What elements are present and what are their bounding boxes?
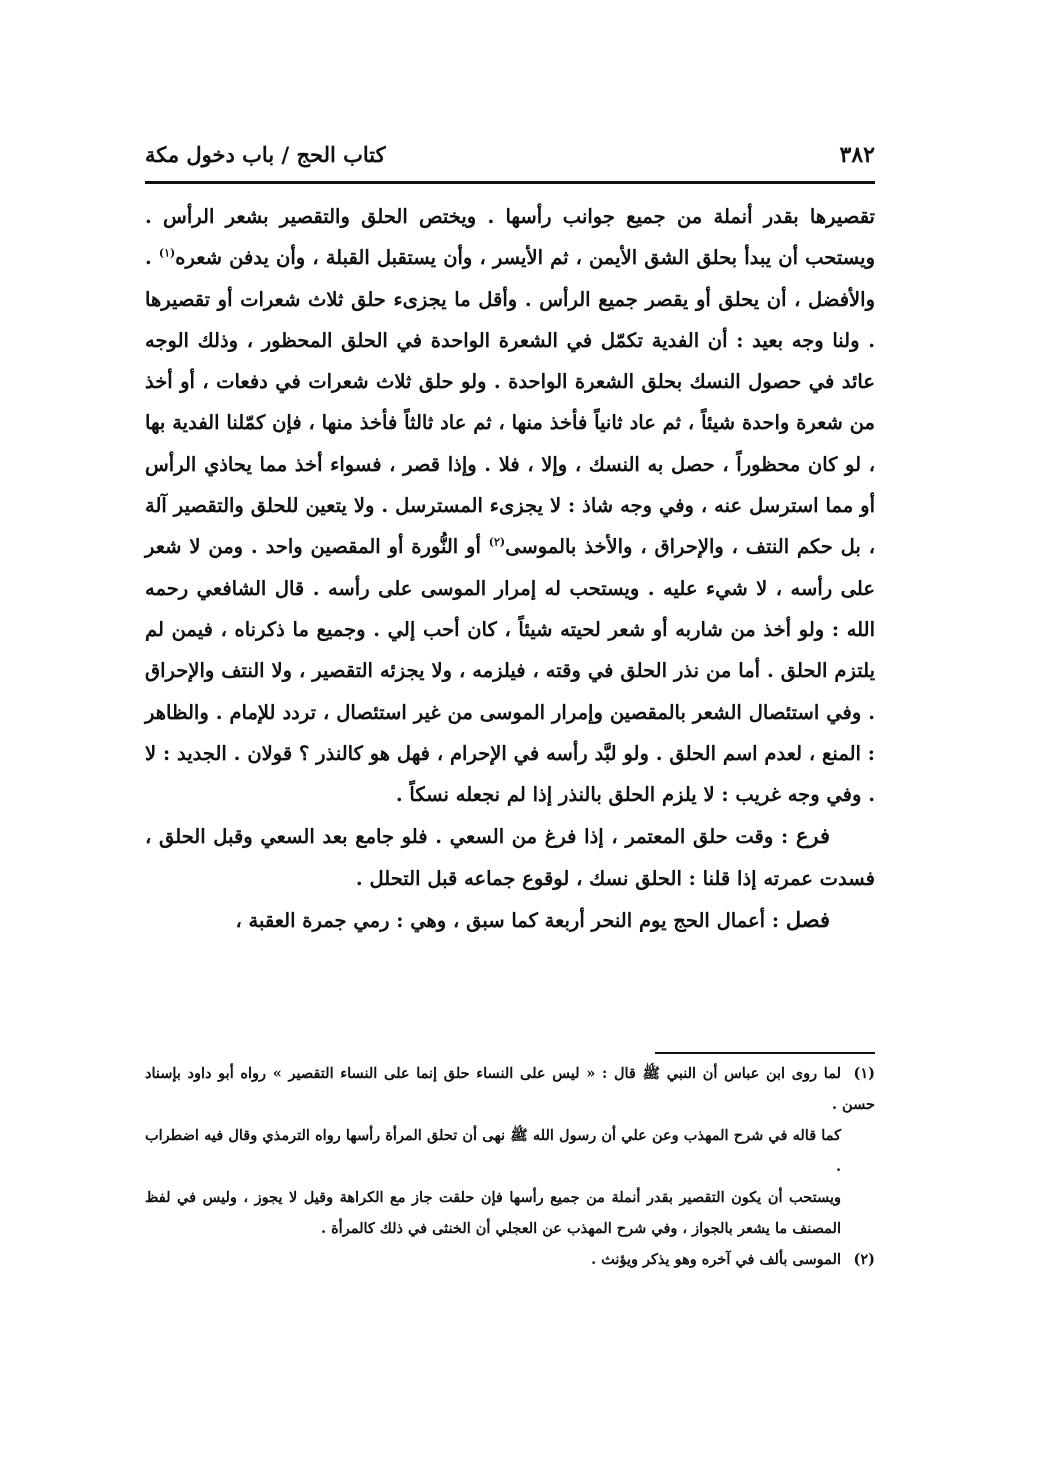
footnote-text: لما روى ابن عباس أن النبي ﷺ قال : « ليس على النساء حلق إنما على النساء التقصير » رواه أبو داود بإسناد حسن . — [145, 1065, 875, 1113]
main-text — [145, 196, 875, 941]
footnote-number: (١) — [853, 1065, 875, 1082]
footnote-1-continued — [145, 1182, 875, 1244]
footnotes — [145, 1058, 875, 1275]
page-number: ٣٨٢ — [839, 142, 875, 168]
running-title: كتاب الحج / باب دخول مكة — [145, 142, 386, 167]
footnote-rule — [655, 1052, 875, 1054]
footnote-ref-2: (٢) — [488, 535, 506, 549]
paragraph-text: تقصيرها بقدر أنملة من جميع جوانب رأسها . ويختص الحلق والتقصير بشعر الرأس . ويستحب أن يبدأ بحلق الشق الأيمن ، ثم الأيسر ، وأن يستقبل القبلة ، وأن يدفن شعره — [145, 205, 875, 270]
footnote-number: (٢) — [853, 1251, 875, 1268]
header-rule — [145, 181, 875, 184]
paragraph-text: . والأفضل ، أن يحلق أو يقصر جميع الرأس . وأقل ما يجزىء حلق ثلاث شعرات أو تقصيرها . ولنا وجه بعيد : أن الفدية تكمّل في الشعرة الواحدة في الحلق المحظور ، وذلك الوجه عائد في حصول النسك بحلق الشعرة الواحدة . ولو حلق ثلاث شعرات في دفعات ، أو أخذ من شعرة واحدة شيئاً ، ثم عاد ثانياً فأخذ منها ، ثم عاد ثالثاً فأخذ منها ، فإن كمّلنا الفدية بها ، لو كان محظوراً ، حصل به النسك ، وإلا ، فلا . وإذا قصر ، فسواء أخذ مما يحاذي الرأس أو مما استرسل عنه ، وفي وجه شاذ : لا يجزىء المسترسل . ولا يتعين للحلق والتقصير آلة ، بل حكم النتف ، والإحراق ، والأخذ بالموسى — [145, 246, 875, 559]
paragraph-text: أو النُّورة أو المقصين واحد . ومن لا شعر على رأسه ، لا شيء عليه . ويستحب له إمرار الموسى على رأسه . قال الشافعي رحمه الله : ولو أخذ من شاربه أو شعر لحيته شيئاً ، كان أحب إلي . وجميع ما ذكرناه ، فيمن لم يلتزم الحلق . أما من نذر الحلق في وقته ، فيلزمه ، ولا يجزئه التقصير ، ولا النتف والإحراق . وفي استئصال الشعر بالمقصين وإمرار الموسى من غير استئصال ، تردد للإمام . والظاهر : المنع ، لعدم اسم الحلق . ولو لبَّد رأسه في الإحرام ، فهل هو كالنذر ؟ قولان . الجديد : لا . وفي وجه غريب : لا يلزم الحلق بالنذر إذا لم نجعله نسكاً . — [145, 535, 875, 807]
footnote-text: الموسى بألف في آخره وهو يذكر ويؤنث . — [591, 1251, 841, 1268]
footnote-text: كما قاله في شرح المهذب وعن علي أن رسول الله ﷺ نهى أن تحلق المرأة رأسها رواه الترمذي وقال فيه اضطراب . — [145, 1127, 841, 1175]
footnote-text: ويستحب أن يكون التقصير بقدر أنملة من جميع رأسها فإن حلقت جاز مع الكراهة وقيل لا يجوز ، وليس في لفظ المصنف ما يشعر بالجواز ، وفي شرح المهذب عن العجلي أن الخنثى في ذلك كالمرأة . — [145, 1189, 841, 1237]
footnote-ref-1: (١) — [158, 246, 176, 260]
paragraph-fasl — [145, 899, 875, 941]
paragraph-far — [145, 815, 875, 899]
page-header — [145, 138, 875, 178]
paragraph-main — [145, 196, 875, 815]
footnote-1 — [145, 1058, 875, 1120]
fasl-heading: فصل — [785, 907, 830, 933]
fasl-text: : أعمال الحج يوم النحر أربعة كما سبق ، وهي : رمي جمرة العقبة ، — [235, 909, 786, 933]
far-text: : وقت حلق المعتمر ، إذا فرغ من السعي . فلو جامع بعد السعي وقبل الحلق ، فسدت عمرته إذا قلنا : الحلق نسك ، لوقوع جماعه قبل التحلل . — [145, 825, 875, 890]
footnote-2 — [145, 1244, 875, 1275]
far-heading: فرع — [795, 823, 830, 849]
footnote-1-continued — [145, 1120, 875, 1182]
